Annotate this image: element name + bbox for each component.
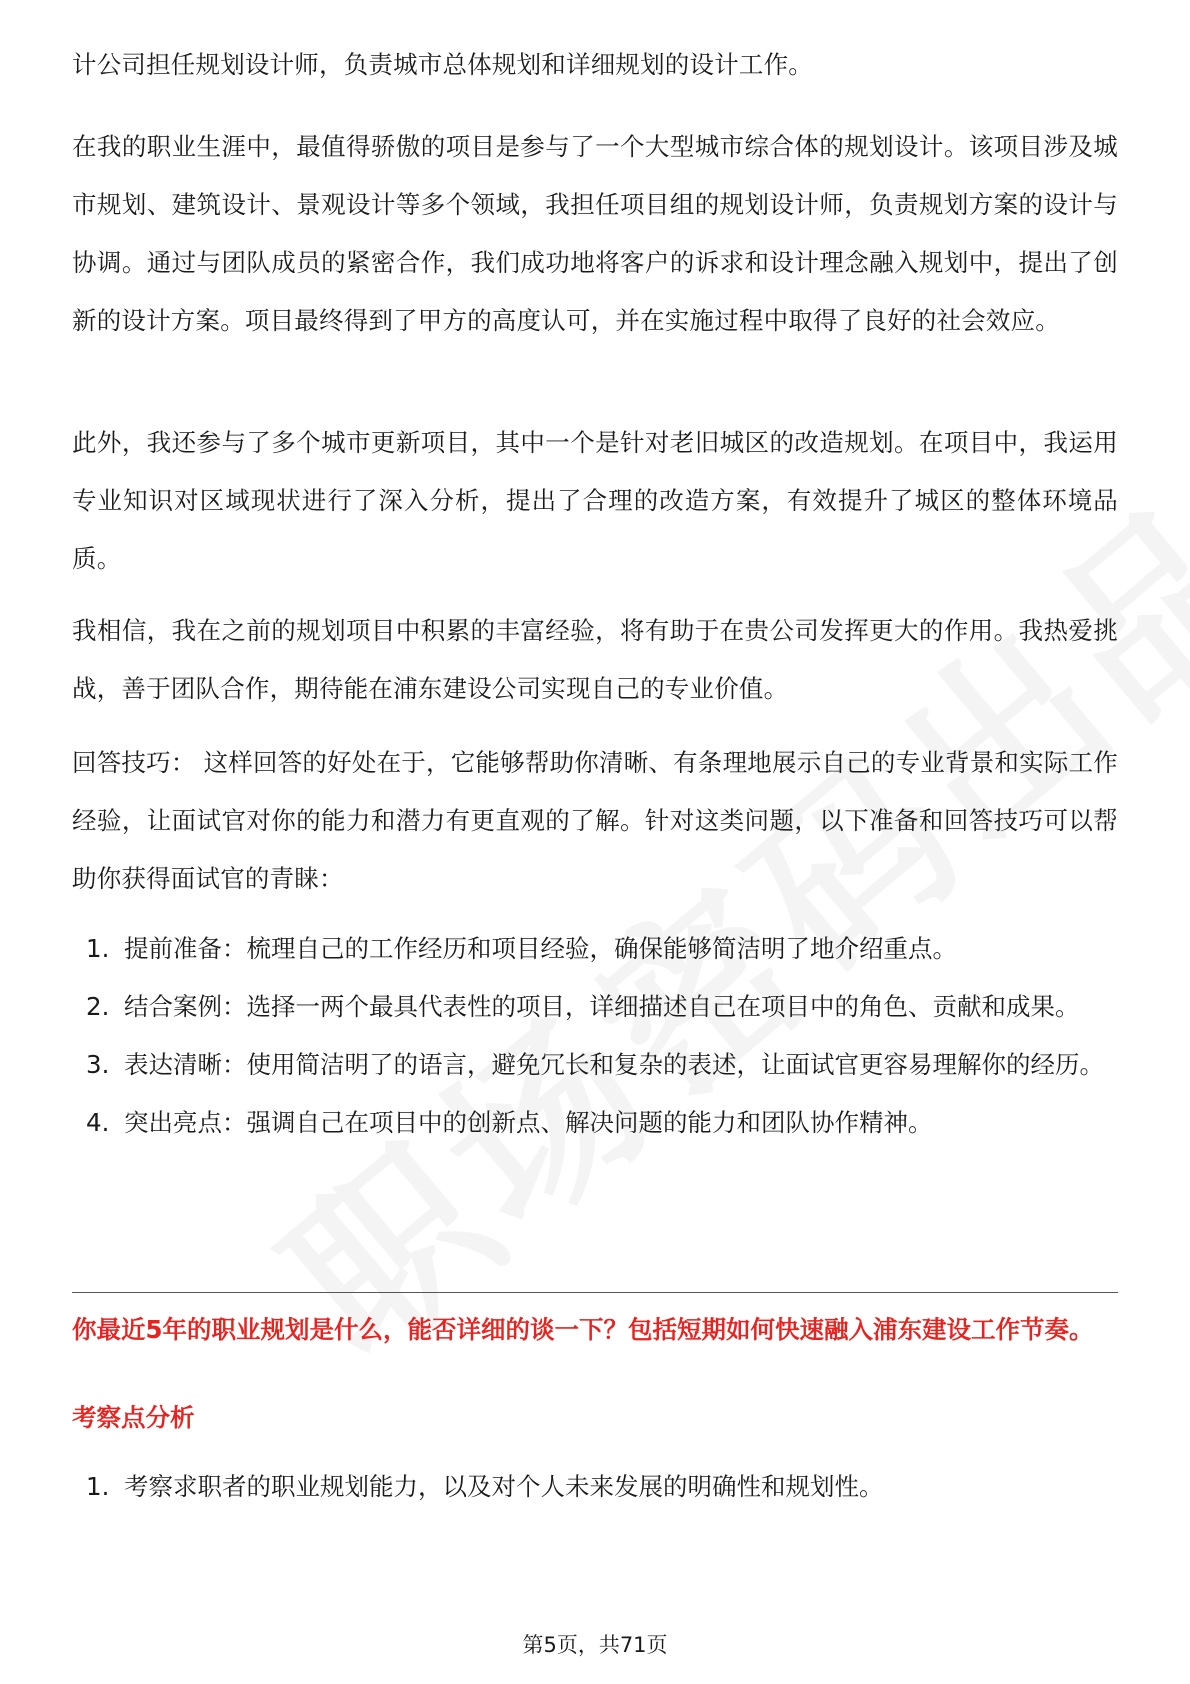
paragraph-intro-tail: 计公司担任规划设计师，负责城市总体规划和详细规划的设计工作。 (72, 50, 813, 79)
tips-list (72, 920, 1118, 1152)
list-item (72, 1458, 1118, 1516)
list-item-number: 3. (86, 1050, 110, 1079)
list-item-number: 4. (86, 1108, 110, 1137)
analysis-list (72, 1458, 1118, 1516)
interview-question: 你最近5年的职业规划是什么，能否详细的谈一下？包括短期如何快速融入浦东建设工作节奏。 (72, 1315, 1094, 1344)
list-item-text: 考察求职者的职业规划能力，以及对个人未来发展的明确性和规划性。 (124, 1472, 884, 1501)
list-item (72, 1094, 1118, 1152)
list-item-text: 表达清晰：使用简洁明了的语言，避免冗长和复杂的表述，让面试官更容易理解你的经历。 (124, 1050, 1104, 1079)
paragraph-urban-renewal: 此外，我还参与了多个城市更新项目，其中一个是针对老旧城区的改造规划。在项目中，我运用专业知识对区域现状进行了深入分析，提出了合理的改造方案，有效提升了城区的整体环境品质。 (72, 428, 1118, 573)
list-item-text: 突出亮点：强调自己在项目中的创新点、解决问题的能力和团队协作精神。 (124, 1108, 933, 1137)
paragraph-proud-project: 在我的职业生涯中，最值得骄傲的项目是参与了一个大型城市综合体的规划设计。该项目涉及城市规划、建筑设计、景观设计等多个领域，我担任项目组的规划设计师，负责规划方案的设计与协调。通过与团队成员的紧密合作，我们成功地将客户的诉求和设计理念融入规划中，提出了创新的设计方案。项目最终得到了甲方的高度认可，并在实施过程中取得了良好的社会效应。 (72, 132, 1118, 335)
list-item (72, 978, 1118, 1036)
list-item (72, 1036, 1118, 1094)
paragraph-belief: 我相信，我在之前的规划项目中积累的丰富经验，将有助于在贵公司发挥更大的作用。我热爱挑战，善于团队合作，期待能在浦东建设公司实现自己的专业价值。 (72, 616, 1118, 703)
section-divider (72, 1292, 1118, 1293)
list-item-text: 结合案例：选择一两个最具代表性的项目，详细描述自己在项目中的角色、贡献和成果。 (124, 992, 1080, 1021)
list-item-number: 1. (86, 934, 110, 963)
paragraph-answer-tips: 回答技巧： 这样回答的好处在于，它能够帮助你清晰、有条理地展示自己的专业背景和实际工作经验，让面试官对你的能力和潜力有更直观的了解。针对这类问题，以下准备和回答技巧可以帮助你获得面试官的青睐： (72, 748, 1118, 893)
list-item-number: 2. (86, 992, 110, 1021)
list-item (72, 920, 1118, 978)
analysis-heading: 考察点分析 (72, 1403, 195, 1432)
page-footer: 第5页，共71页 (522, 1633, 668, 1657)
list-item-text: 提前准备：梳理自己的工作经历和项目经验，确保能够简洁明了地介绍重点。 (124, 934, 957, 963)
list-item-number: 1. (86, 1472, 110, 1501)
